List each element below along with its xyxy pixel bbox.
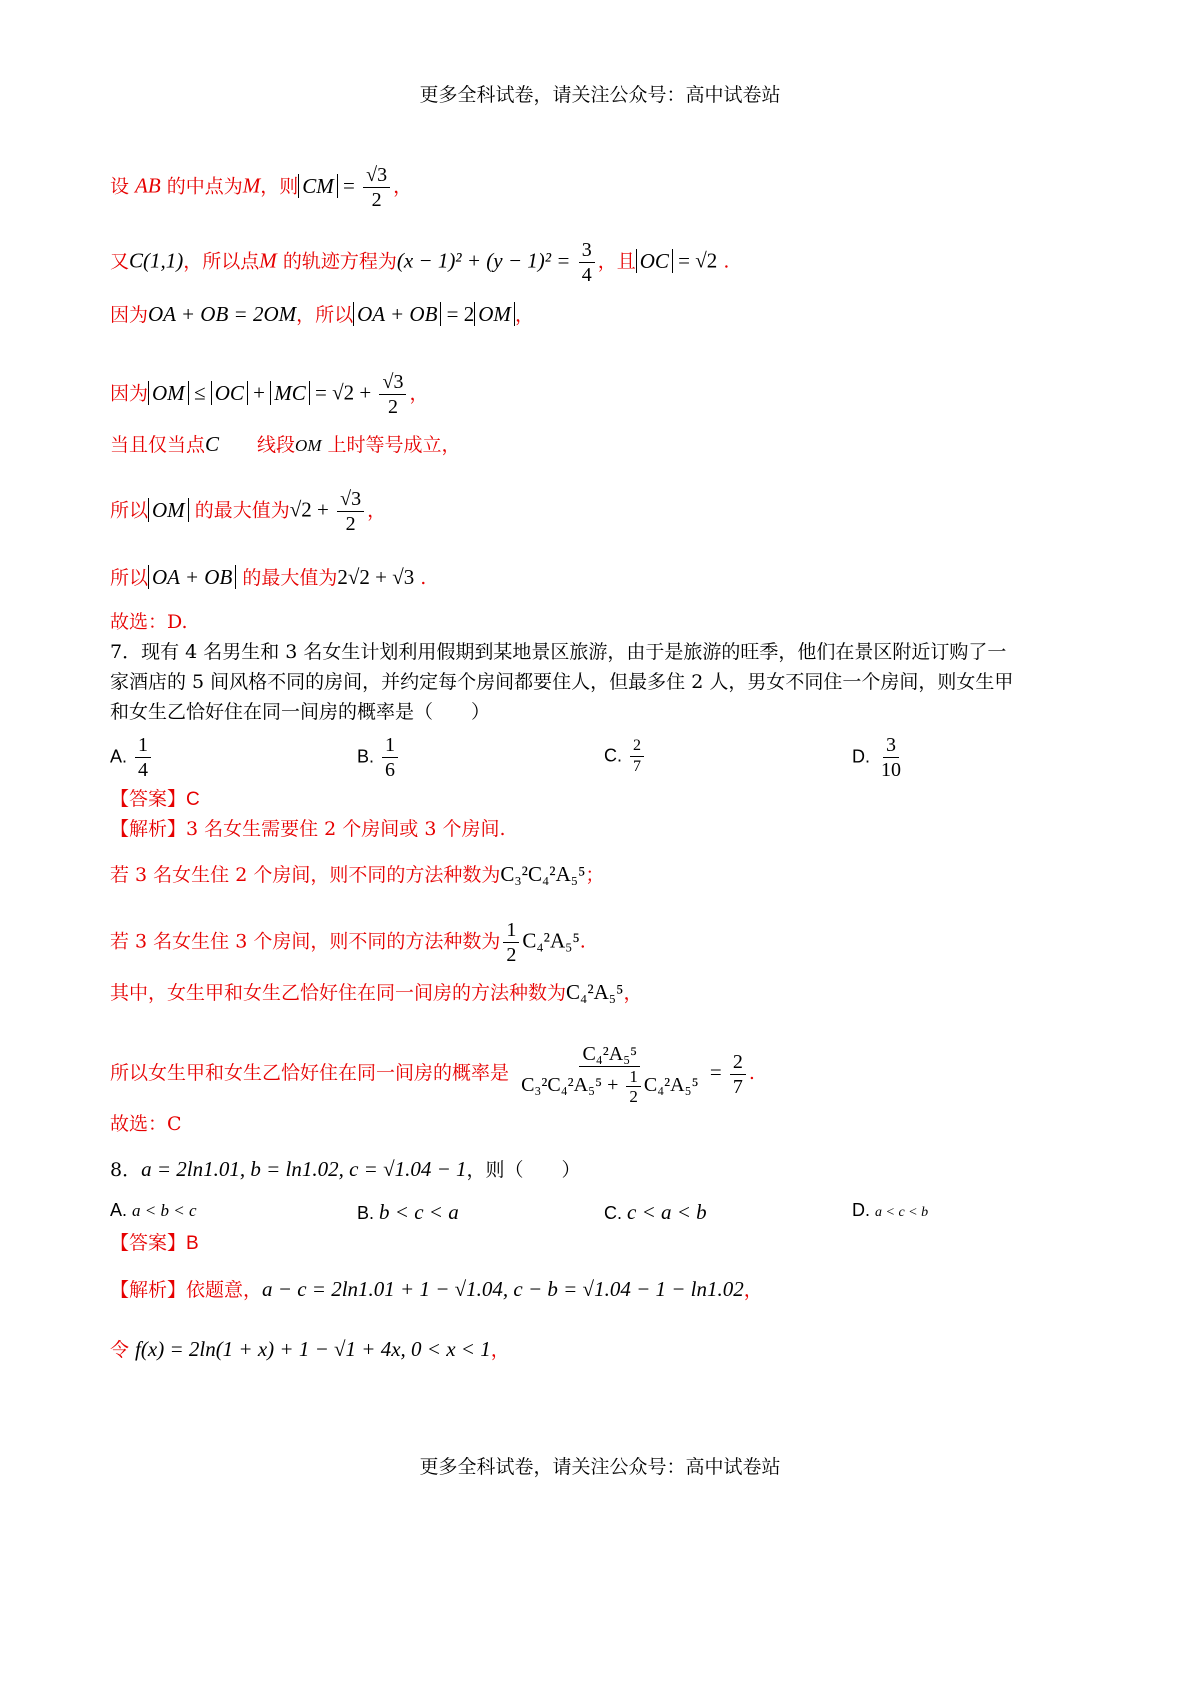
fraction: $\frac{√3}{2}$ bbox=[379, 370, 406, 419]
q7-analysis: 【解析】3 名女生需要住 2 个房间或 3 个房间. bbox=[110, 818, 506, 840]
solution-line-2: 又C(1,1)，所以点M 的轨迹方程为(x − 1)² + (y − 1)² = $\frac{3}{4}$ ，且 OC = √2 . bbox=[110, 239, 730, 286]
solution-line-4: 因为 OM ≤ OC + MC = √2 + $\frac{√3}{2}$ ， bbox=[110, 371, 429, 418]
fraction: $\frac{√3}{2}$ bbox=[363, 163, 390, 212]
fraction: $\frac{√3}{2}$ bbox=[337, 487, 364, 536]
q8-answer: 【答案】B bbox=[110, 1233, 199, 1254]
q8-stem: 8．a = 2ln1.01, b = ln1.02, c = √1.04 − 1，则（ ） bbox=[110, 1157, 581, 1181]
solution-line-6: 所以 OM 的最大值为√2 + $\frac{√3}{2}$ ， bbox=[110, 488, 387, 535]
solution-line-5: 当且仅当点C 线段OM 上时等号成立， bbox=[110, 432, 461, 456]
q7-step-1: 若 3 名女生住 2 个房间，则不同的方法种数为C₃²C₄²A₅⁵； bbox=[110, 862, 605, 886]
q7-step-2: 若 3 名女生住 3 个房间，则不同的方法种数为 $\frac{1}{2}$ C₄²A₅⁵. bbox=[110, 919, 586, 966]
q8-option-a: A. a < b < c bbox=[110, 1200, 197, 1220]
fraction: $\frac{3}{4}$ bbox=[579, 238, 595, 287]
q8-option-c: C. c < a < b bbox=[604, 1200, 707, 1224]
q8-let: 令 f(x) = 2ln(1 + x) + 1 − √1 + 4x, 0 < x < 1， bbox=[110, 1337, 510, 1361]
q8-analysis: 【解析】依题意，a − c = 2ln1.01 + 1 − √1.04, c − b = √1.04 − 1 − ln1.02， bbox=[110, 1277, 763, 1301]
q7-option-a: A. $\frac{1}{4}$ bbox=[110, 733, 154, 782]
solution-line-7: 所以 OA + OB 的最大值为2√2 + √3 . bbox=[110, 565, 427, 589]
solution-choice: 故选：D. bbox=[110, 611, 188, 633]
q7-answer: 【答案】C bbox=[110, 789, 200, 810]
solution-line-3: 因为OA + OB = 2OM，所以 OA + OB = 2 OM ， bbox=[110, 302, 534, 326]
probability-fraction: C₄²A₅⁵ C₃²C₄²A₅⁵ + $\frac{1}{2}$ C₄²A₅⁵ bbox=[521, 1043, 699, 1106]
q7-step-3: 其中，女生甲和女生乙恰好住在同一间房的方法种数为C₄²A₅⁵， bbox=[110, 980, 643, 1004]
q7-stem-line-1: 7．现有 4 名男生和 3 名女生计划利用假期到某地景区旅游，由于是旅游的旺季，他们在景区附近订购了一 bbox=[110, 641, 1007, 663]
solution-line-1: 设 AB 的中点为M，则 CM = $\frac{√3}{2}$ ， bbox=[110, 164, 413, 211]
q7-option-b: B. $\frac{1}{6}$ bbox=[357, 733, 401, 782]
q7-stem-line-2: 家酒店的 5 间风格不同的房间，并约定每个房间都要住人，但最多住 2 人，男女不同住一个房间，则女生甲 bbox=[110, 671, 1014, 693]
q7-choice: 故选：C bbox=[110, 1113, 182, 1135]
q8-option-d: D. a < c < b bbox=[852, 1200, 929, 1220]
page-header: 更多全科试卷，请关注公众号：高中试卷站 bbox=[419, 84, 781, 106]
page-footer: 更多全科试卷，请关注公众号：高中试卷站 bbox=[419, 1456, 781, 1478]
q7-option-d: D. $\frac{3}{10}$ bbox=[852, 734, 902, 781]
q7-step-4: 所以女生甲和女生乙恰好住在同一间房的概率是 C₄²A₅⁵ C₃²C₄²A₅⁵ + $\frac{1}{2}$ C₄²A₅⁵ = $\frac{2}{7}$ . bbox=[110, 1043, 755, 1106]
q8-option-b: B. b < c < a bbox=[357, 1200, 459, 1224]
q7-stem-line-3: 和女生乙恰好住在同一间房的概率是（ ） bbox=[110, 701, 491, 723]
q7-option-c: C. $\frac{2}{7}$ bbox=[604, 736, 647, 777]
